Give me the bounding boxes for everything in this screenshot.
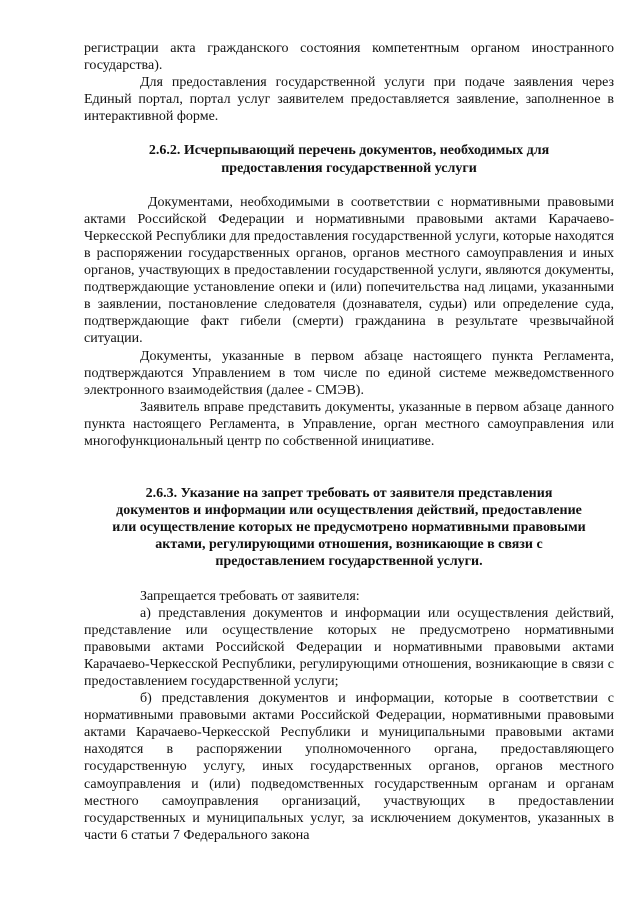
heading-line: 2.6.2. Исчерпывающий перечень документов, необходимых для <box>148 143 550 159</box>
heading-line: документов и информации или осуществления действий, предоставление <box>116 503 582 519</box>
paragraph-required-documents: Документами, необходимыми в соответствии с нормативными правовыми актами Российской Федерации и нормативными правовыми актами Карачаево-Черкесской Республики для предоставления государственной услуги, которые находятся в распоряжении государственных органов, органов местного самоуправления и иных органов, участвующих в предоставлении государственной услуги, являются документы, подтверждающие установление опеки и (или) попечительства над лицами, указанными в заявлении, постановление следователя (дознавателя, судьи) или определение суда, подтверждающие факт гибели (смерти) гражданина в результате чрезвычайной ситуации. <box>84 194 614 347</box>
heading-line: предоставлением государственной услуги. <box>215 554 483 570</box>
heading-line: предоставления государственной услуги <box>221 160 477 176</box>
heading-line: 2.6.3. Указание на запрет требовать от заявителя представления <box>145 486 553 502</box>
list-item-a: а) представления документов и информации или осуществления действий, представление или осуществление которых не предусмотрено нормативными правовыми актами Российской Федерации и нормативными правовыми актами Карачаево-Черкесской Республики, регулирующими отношения, возникающие в связи с предоставлением государственной услуги; <box>84 605 614 689</box>
heading-line: актами, регулирующими отношения, возникающие в связи с <box>155 537 543 553</box>
list-item-b: б) представления документов и информации, которые в соответствии с нормативными правовыми актами Российской Федерации, нормативными правовыми актами Карачаево-Черкесской Республики и муниципальными правовыми актами находятся в распоряжении уполномоченного органа, предоставляющего государственную услугу, иных государственных органов, органов местного самоуправления и (или) подведомственных государственным органам и органам местного самоуправления организаций, участвующих в предоставлении государственных и муниципальных услуг, за исключением документов, указанных в части 6 статьи 7 Федерального закона <box>84 691 614 843</box>
paragraph-continuation: регистрации акта гражданского состояния компетентным органом иностранного государства). <box>84 41 614 74</box>
section-heading-2-6-3 <box>84 485 614 570</box>
document-page <box>84 40 614 844</box>
paragraph-prohibition-intro: Запрещается требовать от заявителя: <box>140 588 360 604</box>
paragraph-online-application: Для предоставления государственной услуги при подаче заявления через Единый портал, портал услуг заявителем предоставляется заявление, заполненное в интерактивной форме. <box>84 75 614 125</box>
section-heading-2-6-2 <box>84 142 614 176</box>
heading-line: или осуществление которых не предусмотрено нормативными правовыми <box>112 520 586 536</box>
paragraph-applicant-right: Заявитель вправе представить документы, указанные в первом абзаце данного пункта настоящего Регламента, в Управление, орган местного самоуправления или многофункциональный центр по собственной инициативе. <box>84 399 614 449</box>
paragraph-smev: Документы, указанные в первом абзаце настоящего пункта Регламента, подтверждаются Управлением в том числе по единой системе межведомственного электронного взаимодействия (далее - СМЭВ). <box>84 348 614 398</box>
